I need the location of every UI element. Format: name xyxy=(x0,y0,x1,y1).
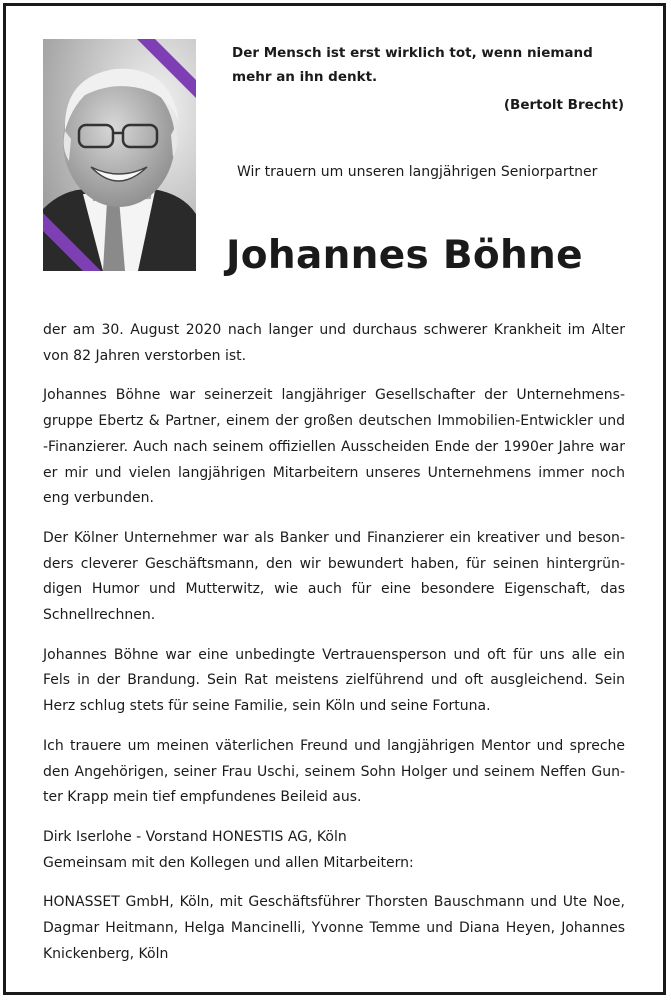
obituary-body xyxy=(43,318,625,981)
intro-line: Wir trauern um unseren langjährigen Seniorpartner xyxy=(237,164,598,180)
quote-author: (Bertolt Brecht) xyxy=(503,97,624,113)
quote-text: Der Mensch ist erst wirklich tot, wenn niemand mehr an ihn denkt. xyxy=(232,45,593,85)
portrait-photo-icon xyxy=(43,39,196,271)
signature-line-2: Gemeinsam mit den Kollegen und allen Mitarbeitern: xyxy=(43,854,414,871)
paragraph-trust: Johannes Böhne war eine unbedingte Vertrauensperson und oft für uns alle ein Fels in der Brandung. Sein Rat meistens zielführend und oft ausgleichend. Sein Herz schlug stets für seine Familie, sein Köln und seine Fortuna. xyxy=(43,646,625,715)
signature-line-1: Dirk Iserlohe - Vorstand HONESTIS AG, Köln xyxy=(43,828,347,845)
paragraph-character: Der Kölner Unternehmer war als Banker und Finanzierer ein kreativer und besonders cleverer Geschäftsmann, den wir bewundert haben, für seinen hintergründigen Humor und Mutterwitz, wie auch für eine besondere Eigenschaft, das Schnellrechnen. xyxy=(43,529,625,624)
paragraph-career: Johannes Böhne war seinerzeit langjähriger Gesellschafter der Unternehmensgruppe Ebertz & Partner, einem der großen deutschen Immobilien-Entwickler und -Finanzierer. Auch nach seinem offiziellen Ausscheiden Ende der 1990er Jahre war er mir und vielen langjährigen Mitarbeitern unseres Unternehmens immer noch eng verbunden. xyxy=(43,387,625,507)
portrait-photo xyxy=(43,39,196,271)
paragraph-condolence: Ich trauere um meinen väterlichen Freund und langjährigen Mentor und spreche den Angehörigen, seiner Frau Uschi, seinem Sohn Holger und seinem Neffen Gunter Krapp mein tief empfundenes Beileid aus. xyxy=(43,737,625,806)
paragraph-death-notice: der am 30. August 2020 nach langer und durchaus schwerer Krankheit im Alter von 82 Jahren verstorben ist. xyxy=(43,322,625,364)
closing-paragraph: HONASSET GmbH, Köln, mit Geschäftsführer Thorsten Bauschmann und Ute Noe, Dagmar Heitmann, Helga Mancinelli, Yvonne Temme und Diana Heyen, Johannes Knickenberg, Köln xyxy=(43,894,625,962)
deceased-name: Johannes Böhne xyxy=(226,233,583,278)
signature-block xyxy=(43,825,625,876)
